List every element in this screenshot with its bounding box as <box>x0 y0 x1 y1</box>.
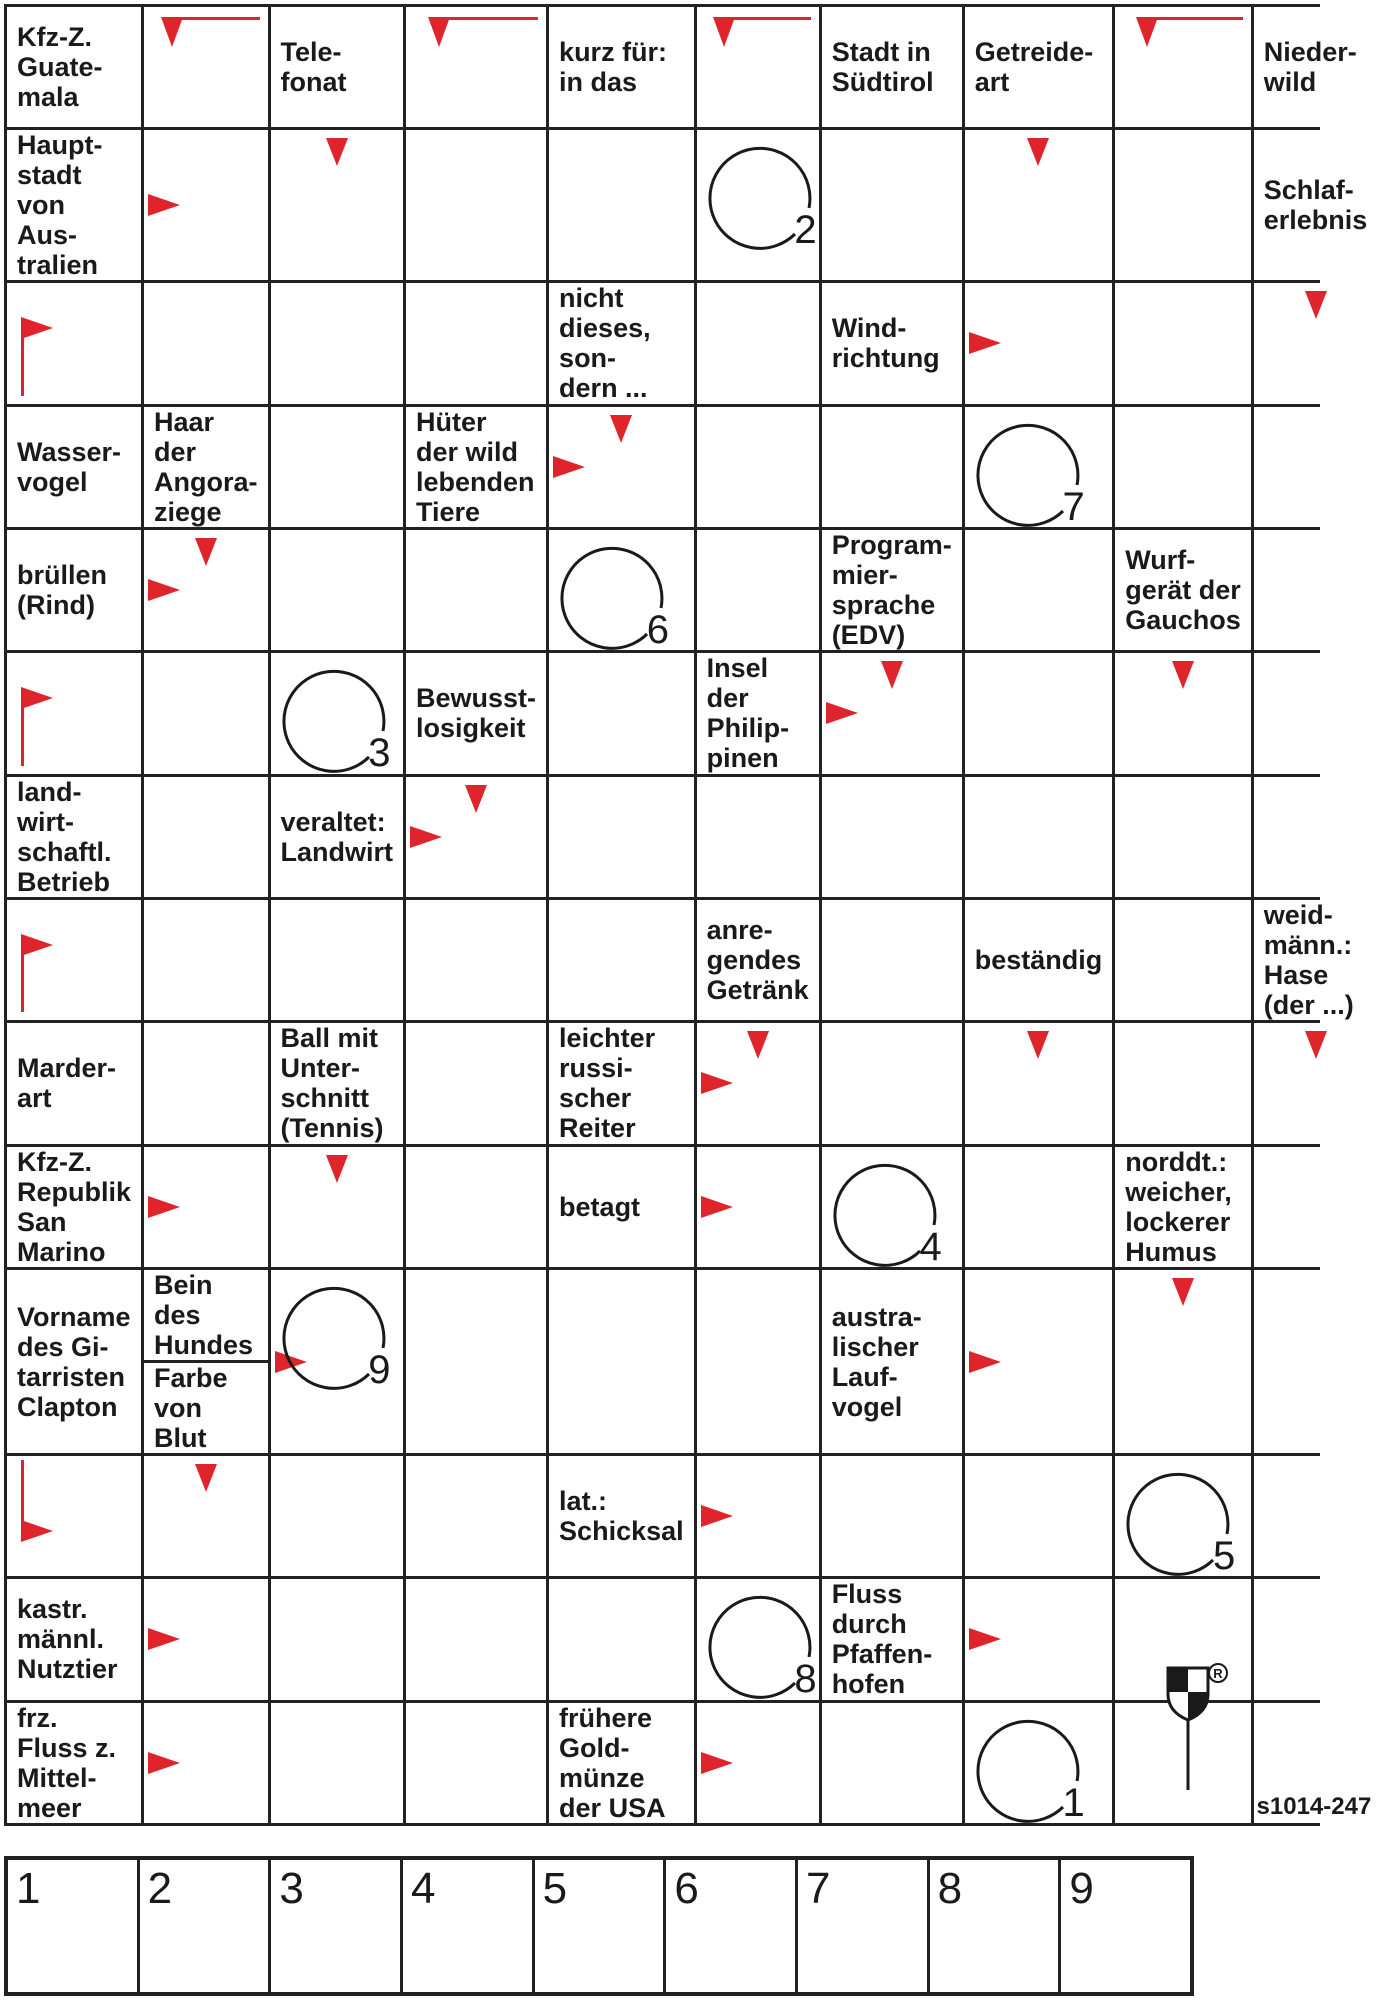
solution-box[interactable] <box>8 1860 137 1992</box>
clue-cell: veraltet: Landwirt <box>271 777 404 897</box>
answer-cell[interactable] <box>549 1579 694 1699</box>
answer-cell[interactable] <box>406 283 546 403</box>
arrow-down-icon <box>195 538 217 566</box>
answer-cell[interactable] <box>406 777 546 897</box>
clue-cell: betagt <box>549 1147 694 1267</box>
answer-cell[interactable] <box>697 777 819 897</box>
answer-cell[interactable] <box>144 777 268 897</box>
answer-cell[interactable] <box>1254 777 1377 897</box>
svg-text:R: R <box>1213 1666 1223 1681</box>
answer-cell[interactable] <box>1254 1579 1377 1699</box>
answer-cell[interactable] <box>965 777 1113 897</box>
solution-circle <box>561 538 675 652</box>
answer-cell[interactable] <box>965 130 1113 280</box>
clue-cell: Getreide- art <box>965 7 1113 127</box>
arrow-right-icon <box>701 1505 733 1527</box>
solution-circle <box>283 1278 397 1392</box>
arrow-down-icon <box>465 785 487 813</box>
clue-cell: Wind- richtung <box>822 283 962 403</box>
answer-cell[interactable] <box>144 900 268 1020</box>
answer-cell[interactable] <box>965 407 1113 527</box>
answer-cell[interactable] <box>1115 777 1251 897</box>
solution-box[interactable] <box>403 1860 532 1992</box>
solution-box[interactable] <box>930 1860 1059 1992</box>
answer-cell[interactable] <box>1115 900 1251 1020</box>
clue-cell: austra- lischer Lauf- vogel <box>822 1270 962 1453</box>
answer-cell[interactable] <box>822 1703 962 1823</box>
answer-cell[interactable] <box>144 283 268 403</box>
answer-cell[interactable] <box>1115 1456 1251 1576</box>
clue-cell: kurz für: in das <box>549 7 694 127</box>
answer-cell[interactable] <box>697 530 819 650</box>
answer-cell[interactable] <box>271 653 404 776</box>
clue-pointer-d-icon <box>406 7 546 127</box>
answer-cell[interactable] <box>406 1147 546 1267</box>
clue-cell: norddt.: weicher, lockerer Humus <box>1115 1147 1251 1267</box>
clue-cell: beständig <box>965 900 1113 1020</box>
answer-cell[interactable] <box>7 900 141 1020</box>
solution-circle <box>283 661 397 775</box>
arrow-down-icon <box>1172 1278 1194 1306</box>
puzzle-code: s1014-247 <box>1256 1793 1372 1820</box>
answer-cell[interactable] <box>144 653 268 773</box>
solution-circle <box>1127 1464 1241 1578</box>
answer-cell[interactable] <box>697 1270 819 1453</box>
answer-cell[interactable] <box>144 1147 268 1267</box>
answer-cell[interactable] <box>697 130 819 280</box>
clue-cell: leichter russi- scher Reiter <box>549 1023 694 1143</box>
answer-cell[interactable] <box>1254 1023 1377 1143</box>
answer-cell[interactable] <box>549 530 694 650</box>
clue-cell: Hüter der wild lebenden Tiere <box>406 407 546 527</box>
answer-cell[interactable] <box>697 283 819 403</box>
clue-cell: Schlaf- erlebnis <box>1254 130 1377 280</box>
clue-pointer-r-icon <box>7 283 141 403</box>
answer-cell[interactable] <box>1115 653 1251 773</box>
answer-cell[interactable] <box>549 1270 694 1453</box>
solution-circle <box>834 1155 948 1269</box>
arrow-down-icon <box>881 661 903 689</box>
answer-cell[interactable] <box>697 1703 819 1823</box>
answer-cell[interactable] <box>1115 283 1251 403</box>
answer-cell[interactable] <box>271 1147 404 1267</box>
solution-circle <box>977 415 1091 529</box>
answer-cell[interactable] <box>271 1456 404 1576</box>
solution-word-boxes <box>4 1856 1194 1996</box>
answer-cell[interactable] <box>822 130 962 280</box>
clue-pointer-d-icon <box>697 7 819 127</box>
clue-cell: Wurf- gerät der Gauchos <box>1115 530 1251 650</box>
clue-cell: Tele- fonat <box>271 7 404 127</box>
clue-cell: Insel der Philip- pinen <box>697 653 819 773</box>
answer-cell[interactable] <box>406 1579 546 1699</box>
answer-cell[interactable] <box>1115 1270 1251 1453</box>
answer-cell[interactable] <box>144 1703 268 1823</box>
solution-box[interactable] <box>666 1860 795 1992</box>
answer-cell[interactable] <box>965 653 1113 773</box>
solution-circle-number: 5 <box>1212 1534 1236 1578</box>
answer-cell[interactable] <box>822 900 962 1020</box>
arrow-right-icon <box>969 332 1001 354</box>
clue-pointer-r-icon <box>7 900 141 1020</box>
clue-text: Farbe von Blut <box>144 1360 268 1453</box>
answer-cell[interactable] <box>549 777 694 897</box>
solution-circle <box>709 1587 823 1701</box>
answer-cell[interactable] <box>7 653 141 773</box>
clue-cell: frz. Fluss z. Mittel- meer <box>7 1703 141 1823</box>
answer-cell[interactable] <box>697 1456 819 1576</box>
answer-cell[interactable] <box>549 653 694 773</box>
answer-cell[interactable] <box>549 900 694 1020</box>
answer-cell[interactable] <box>406 900 546 1020</box>
clue-text: Bein des Hundes <box>154 1270 254 1360</box>
answer-cell[interactable] <box>1115 130 1251 280</box>
clue-cell: Program- mier- sprache (EDV) <box>822 530 962 650</box>
answer-cell[interactable] <box>406 1270 546 1453</box>
publisher-logo <box>1162 1660 1232 1790</box>
answer-cell[interactable] <box>1254 283 1377 403</box>
answer-cell[interactable] <box>406 1456 546 1576</box>
answer-cell[interactable] <box>271 283 404 403</box>
answer-cell[interactable] <box>965 1023 1113 1143</box>
arrow-right-icon <box>701 1072 733 1094</box>
answer-cell[interactable] <box>406 7 546 127</box>
arrow-right-icon <box>148 579 180 601</box>
arrow-right-icon <box>826 702 858 724</box>
solution-circle-number: 2 <box>794 208 817 253</box>
clue-cell: Haar der Angora- ziege <box>144 407 268 527</box>
solution-box-number: 5 <box>542 1864 568 1913</box>
answer-cell[interactable] <box>1254 1703 1377 1823</box>
clue-cell: Marder- art <box>7 1023 141 1143</box>
arrow-right-icon <box>148 194 180 216</box>
solution-box-number: 9 <box>1069 1864 1094 1913</box>
solution-circle <box>709 138 823 252</box>
solution-circle-number: 3 <box>368 731 391 776</box>
answer-cell[interactable] <box>271 530 404 650</box>
answer-cell[interactable] <box>271 130 404 280</box>
solution-box-number: 3 <box>279 1864 304 1913</box>
clue-cell: land- wirt- schaftl. Betrieb <box>7 777 141 897</box>
arrow-down-icon <box>747 1031 769 1059</box>
answer-cell[interactable] <box>965 530 1113 650</box>
arrow-right-icon <box>553 456 585 478</box>
answer-cell[interactable] <box>822 407 962 527</box>
answer-cell[interactable] <box>271 1579 404 1699</box>
answer-cell[interactable] <box>697 1147 819 1267</box>
clue-cell: Kfz-Z. Republik San Marino <box>7 1147 141 1267</box>
answer-cell[interactable] <box>406 130 546 280</box>
answer-cell[interactable] <box>965 1270 1113 1453</box>
answer-cell[interactable] <box>144 1456 268 1576</box>
answer-cell[interactable] <box>1115 407 1251 527</box>
solution-box[interactable] <box>1061 1860 1190 1992</box>
arrow-right-icon <box>148 1628 180 1650</box>
solution-box[interactable] <box>271 1860 400 1992</box>
answer-cell[interactable] <box>965 1703 1113 1823</box>
arrow-right-icon <box>701 1752 733 1774</box>
answer-cell[interactable] <box>965 283 1113 403</box>
answer-cell[interactable] <box>406 1023 546 1143</box>
answer-cell[interactable] <box>697 1023 819 1143</box>
answer-cell[interactable] <box>271 407 404 527</box>
answer-cell[interactable] <box>965 1147 1113 1267</box>
answer-cell[interactable] <box>144 7 268 127</box>
arrow-down-icon <box>326 1155 348 1183</box>
answer-cell[interactable] <box>144 130 268 280</box>
arrow-right-icon <box>969 1351 1001 1373</box>
answer-cell[interactable] <box>965 1456 1113 1576</box>
answer-cell[interactable] <box>822 1023 962 1143</box>
arrow-right-icon <box>148 1752 180 1774</box>
arrow-down-icon <box>326 138 348 166</box>
clue-cell <box>144 1270 268 1453</box>
arrow-down-icon <box>195 1464 217 1492</box>
clue-pointer-l-icon <box>7 1456 141 1576</box>
arrow-right-icon <box>701 1196 733 1218</box>
answer-cell[interactable] <box>144 1579 268 1699</box>
solution-circle-number: 6 <box>646 608 670 652</box>
clue-cell: Haupt- stadt von Aus- tralien <box>7 130 141 280</box>
answer-cell[interactable] <box>271 1270 404 1453</box>
answer-cell[interactable] <box>1254 1270 1377 1453</box>
answer-cell[interactable] <box>144 1023 268 1143</box>
arrow-down-icon <box>1305 1031 1327 1059</box>
answer-cell[interactable] <box>271 900 404 1020</box>
clue-pointer-d-icon <box>144 7 268 127</box>
answer-cell[interactable] <box>1115 1023 1251 1143</box>
answer-cell[interactable] <box>271 1703 404 1823</box>
clue-cell: Bewusst- losigkeit <box>406 653 546 773</box>
arrow-down-icon <box>610 415 632 443</box>
solution-circle-number: 4 <box>919 1224 942 1269</box>
answer-cell[interactable] <box>697 1579 819 1702</box>
solution-circle-number: 1 <box>1062 1780 1085 1825</box>
answer-cell[interactable] <box>822 1147 962 1267</box>
arrow-down-icon <box>1027 1031 1049 1059</box>
answer-cell[interactable] <box>822 777 962 897</box>
clue-cell: Ball mit Unter- schnitt (Tennis) <box>271 1023 404 1143</box>
answer-cell[interactable] <box>406 1703 546 1823</box>
solution-box-number: 8 <box>937 1864 963 1913</box>
answer-cell[interactable] <box>822 1456 962 1576</box>
answer-cell[interactable] <box>1254 1147 1377 1267</box>
solution-box[interactable] <box>535 1860 664 1992</box>
solution-circle-number: 7 <box>1062 484 1085 529</box>
solution-box-number: 1 <box>16 1864 41 1913</box>
answer-cell[interactable] <box>7 283 141 403</box>
clue-cell: weid- männ.: Hase (der ...) <box>1254 900 1377 1020</box>
answer-cell[interactable] <box>697 7 819 127</box>
answer-cell[interactable] <box>406 530 546 650</box>
arrow-right-icon <box>969 1628 1001 1650</box>
answer-cell[interactable] <box>549 407 694 527</box>
clue-cell: Vorname des Gi- tarristen Clapton <box>7 1270 141 1453</box>
answer-cell[interactable] <box>822 653 962 773</box>
clue-pointer-d-icon <box>1115 7 1251 127</box>
solution-box-number: 6 <box>674 1864 699 1913</box>
arrow-right-icon <box>148 1196 180 1218</box>
answer-cell[interactable] <box>697 407 819 527</box>
answer-cell[interactable] <box>549 130 694 280</box>
answer-cell[interactable] <box>1115 7 1251 127</box>
clue-cell: Nieder- wild <box>1254 7 1377 127</box>
solution-circle-number: 8 <box>794 1657 817 1702</box>
clue-cell: nicht dieses, son- dern ... <box>549 283 694 403</box>
answer-cell[interactable] <box>1254 530 1377 650</box>
clue-cell: brüllen (Rind) <box>7 530 141 650</box>
solution-box[interactable] <box>798 1860 927 1992</box>
solution-circle <box>977 1711 1091 1825</box>
answer-cell[interactable] <box>7 1456 141 1576</box>
answer-cell[interactable] <box>144 530 268 650</box>
answer-cell[interactable] <box>1254 1456 1377 1576</box>
arrow-down-icon <box>1027 138 1049 166</box>
solution-box-number: 2 <box>147 1864 173 1913</box>
clue-cell: Stadt in Südtirol <box>822 7 962 127</box>
clue-cell: Wasser- vogel <box>7 407 141 527</box>
crossword-grid <box>4 4 1372 1826</box>
clue-cell: Kfz-Z. Guate- mala <box>7 7 141 127</box>
clue-cell: anre- gendes Getränk <box>697 900 819 1020</box>
answer-cell[interactable] <box>1254 407 1377 527</box>
solution-box[interactable] <box>140 1860 269 1992</box>
solution-box-number: 4 <box>411 1864 436 1913</box>
answer-cell[interactable] <box>965 1579 1113 1699</box>
clue-pointer-r-icon <box>7 653 141 773</box>
clue-cell: lat.: Schicksal <box>549 1456 694 1576</box>
solution-circle-number: 9 <box>368 1348 391 1392</box>
solution-box-number: 7 <box>806 1864 831 1913</box>
clue-cell: frühere Gold- münze der USA <box>549 1703 694 1823</box>
clue-cell: kastr. männl. Nutztier <box>7 1579 141 1699</box>
clue-cell: Fluss durch Pfaffen- hofen <box>822 1579 962 1699</box>
arrow-down-icon <box>1172 661 1194 689</box>
arrow-right-icon <box>410 826 442 848</box>
arrow-down-icon <box>1305 291 1327 319</box>
answer-cell[interactable] <box>1254 653 1377 773</box>
